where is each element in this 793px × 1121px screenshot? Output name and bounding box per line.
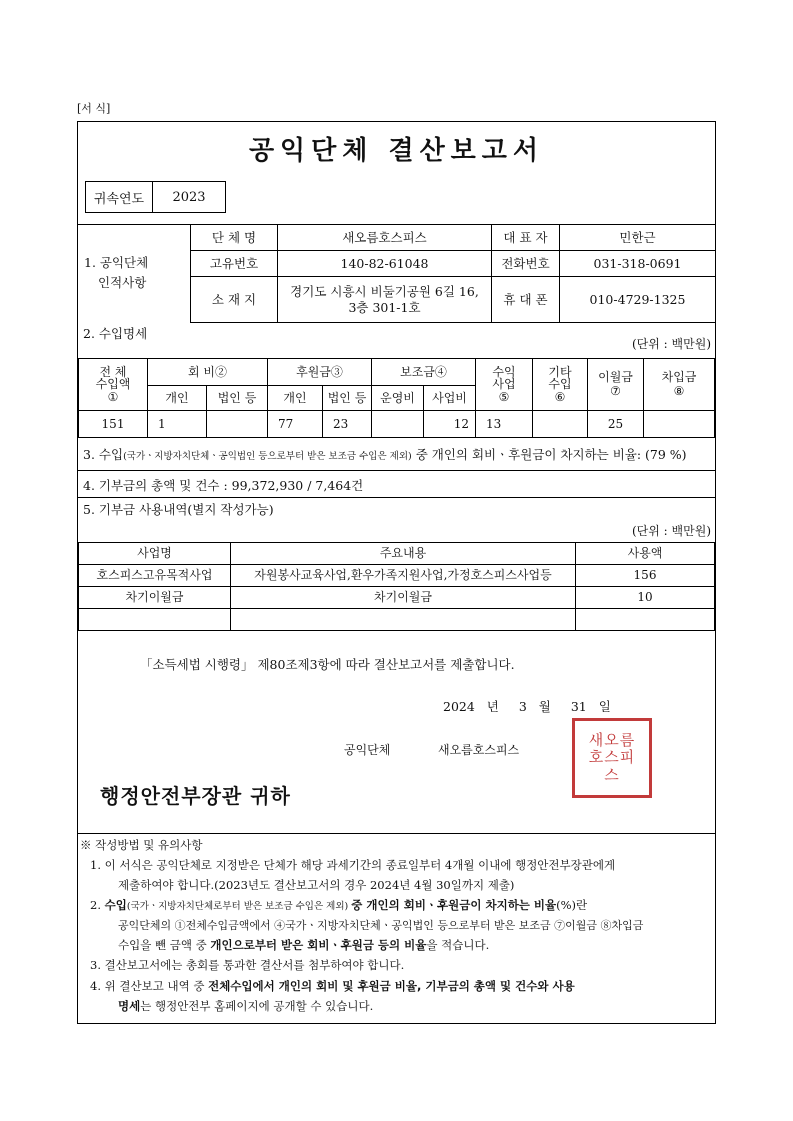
date-month: 3 xyxy=(518,699,527,714)
other-value xyxy=(533,411,588,438)
instruction-item-2: 2. 수입(국가ㆍ지방자치단체로부터 받은 보조금 수입은 제외) 중 개인의 회비ㆍ후원금이 차지하는 비율(%)란 공익단체의 ①전체수입금액에서 ④국가ㆍ지방자치단체ㆍ공익법인 등으로부터 받은 보조금 ⑦이월금 ⑧차입금 수입을 뺀 금액 중 개인으로부터 받은 회비ㆍ후원금 등의 비율을 적습니다. xyxy=(90,898,644,953)
sponsor-individual-value: 77 xyxy=(268,411,323,438)
mobile-label: 휴 대 폰 xyxy=(492,277,560,323)
subsidy-project-value: 12 xyxy=(424,411,476,438)
sponsor-corporate-value: 23 xyxy=(323,411,372,438)
dues-individual-value: 1 xyxy=(148,411,207,438)
loan-header: 차입금 ⑧ xyxy=(644,359,715,411)
instruction-item-4: 4. 위 결산보고 내역 중 전체수입에서 개인의 회비 및 후원금 비율, 기부금의 총액 및 건수와 사용 명세는 행정안전부 홈페이지에 공개할 수 있습니다. xyxy=(90,978,575,1013)
address-line1: 경기도 시흥시 비둘기공원 6길 16, xyxy=(290,283,479,299)
subsidy-operating-value xyxy=(372,411,424,438)
table-row xyxy=(79,609,715,631)
statement: 「소득세법 시행령」 제80조제3항에 따라 결산보고서를 제출합니다. xyxy=(140,657,515,672)
ratio-line xyxy=(83,445,687,463)
sponsor-corporate-header: 법인 등 xyxy=(323,386,372,411)
date-day: 31 xyxy=(570,699,587,714)
phone-value: 031-318-0691 xyxy=(560,251,716,277)
year-value: 2023 xyxy=(172,189,206,205)
usage-project xyxy=(79,609,231,631)
rep-name: 민한근 xyxy=(560,225,716,251)
carry-value: 25 xyxy=(588,411,644,438)
sponsor-individual-header: 개인 xyxy=(268,386,323,411)
date-year: 2024 xyxy=(443,699,475,714)
submission-date: 2024 년 3 월 31 일 xyxy=(443,699,611,714)
dues-header: 회 비② xyxy=(148,359,268,386)
id-label: 고유번호 xyxy=(191,251,278,277)
instructions-heading: ※ 작성방법 및 유의사항 xyxy=(80,838,203,852)
table-row xyxy=(79,565,715,587)
other-header: 기타 수입 ⑥ xyxy=(533,359,588,411)
donation-total: 4. 기부금의 총액 및 건수 : 99,372,930 / 7,464건 xyxy=(83,478,364,493)
income-section-title: 2. 수입명세 xyxy=(83,326,148,341)
usage-section-title: 5. 기부금 사용내역(별지 작성가능) xyxy=(83,502,274,517)
org-section-label-line1: 1. 공익단체 xyxy=(84,255,149,270)
usage-header-content: 주요내용 xyxy=(231,543,576,565)
org-id: 140-82-61048 xyxy=(278,251,492,277)
revenue-header: 수익 사업 ⑤ xyxy=(476,359,533,411)
table-row xyxy=(79,587,715,609)
org-table xyxy=(190,224,716,323)
divider xyxy=(78,497,715,498)
recipient: 행정안전부장관 귀하 xyxy=(100,784,291,808)
instruction-item-3: 3. 결산보고서에는 총회를 통과한 결산서를 첨부하여야 합니다. xyxy=(90,958,405,973)
address xyxy=(278,277,492,323)
official-seal xyxy=(572,718,652,798)
usage-content xyxy=(231,609,576,631)
usage-content: 차기이월금 xyxy=(231,587,576,609)
income-unit: (단위 : 백만원) xyxy=(632,337,711,351)
ratio-note: (국가ㆍ지방자치단체ㆍ공익법인 등으로부터 받은 보조금 수입은 제외) xyxy=(123,451,412,462)
addr-label: 소 재 지 xyxy=(191,277,278,323)
usage-amount: 156 xyxy=(576,565,715,587)
phone-label: 전화번호 xyxy=(492,251,560,277)
subsidy-header: 보조금④ xyxy=(372,359,476,386)
dues-corporate-value xyxy=(207,411,268,438)
org-name: 새오름호스피스 xyxy=(278,225,492,251)
ratio-value: 중 개인의 회비ㆍ후원금이 차지하는 비율: (79 %) xyxy=(411,447,687,462)
usage-project: 차기이월금 xyxy=(79,587,231,609)
usage-amount: 10 xyxy=(576,587,715,609)
dues-individual-header: 개인 xyxy=(148,386,207,411)
year-box xyxy=(85,181,226,213)
address-line2: 3층 301-1호 xyxy=(348,299,421,315)
signer-label: 공익단체 xyxy=(344,743,391,757)
ratio-prefix: 3. 수입 xyxy=(83,447,124,462)
signer-name: 새오름호스피스 xyxy=(438,743,520,757)
subsidy-operating-header: 운영비 xyxy=(372,386,424,411)
year-label: 귀속연도 xyxy=(86,182,153,212)
usage-table xyxy=(78,542,715,631)
carry-header: 이월금 ⑦ xyxy=(588,359,644,411)
org-section-label xyxy=(78,224,196,322)
divider xyxy=(78,470,715,471)
name-label: 단 체 명 xyxy=(191,225,278,251)
total-value: 151 xyxy=(79,411,148,438)
mobile-value: 010-4729-1325 xyxy=(560,277,716,323)
revenue-value: 13 xyxy=(476,411,533,438)
usage-header-amount: 사용액 xyxy=(576,543,715,565)
total-header: 전 체 수입액 ① xyxy=(79,359,148,411)
subsidy-project-header: 사업비 xyxy=(424,386,476,411)
usage-amount xyxy=(576,609,715,631)
usage-header-project: 사업명 xyxy=(79,543,231,565)
sponsor-header: 후원금③ xyxy=(268,359,372,386)
income-table xyxy=(78,358,715,438)
form-label: [서 식] xyxy=(77,102,111,115)
org-section-label-line2: 인적사항 xyxy=(98,275,147,290)
page-title: 공익단체 결산보고서 xyxy=(248,136,545,166)
usage-project: 호스피스고유목적사업 xyxy=(79,565,231,587)
rep-label: 대 표 자 xyxy=(492,225,560,251)
loan-value xyxy=(644,411,715,438)
report-form xyxy=(77,121,716,1024)
seal-text: 새오름호스피스 xyxy=(588,731,636,784)
dues-corporate-header: 법인 등 xyxy=(207,386,268,411)
instruction-item-1: 1. 이 서식은 공익단체로 지정받은 단체가 해당 과세기간의 종료일부터 4개월 이내에 행정안전부장관에게 제출하여야 합니다.(2023년도 결산보고서의 경우 2024년 4월 30일까지 제출) xyxy=(90,858,616,893)
usage-unit: (단위 : 백만원) xyxy=(632,524,711,538)
usage-content: 자원봉사교육사업,환우가족지원사업,가정호스피스사업등 xyxy=(231,565,576,587)
divider xyxy=(78,833,715,834)
instructions xyxy=(80,835,713,1016)
